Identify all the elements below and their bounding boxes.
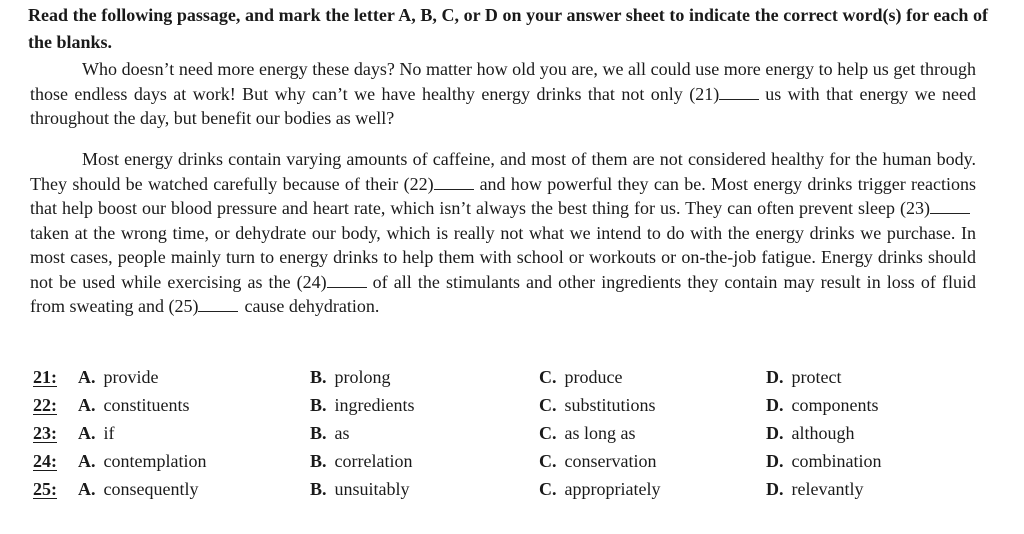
question-number: 23: [33, 423, 57, 443]
option-25-c[interactable]: C. appropriately [539, 479, 661, 499]
option-24-a[interactable]: A. contemplation [78, 451, 207, 471]
question-number: 24: [33, 451, 57, 471]
option-24-d[interactable]: D. combination [766, 451, 882, 471]
passage-text: of all the stimulants and other ingredients they contain may result in loss of fluid from sweating and (25) [30, 271, 977, 316]
question-number: 25: [33, 479, 57, 499]
option-23-b[interactable]: B. as [310, 423, 350, 443]
passage-paragraph-2 [30, 147, 976, 319]
option-22-c[interactable]: C. substitutions [539, 395, 656, 415]
passage-text: us with that energy we need throughout the day, but benefit our bodies as well? [30, 83, 976, 128]
question-number: 22: [33, 395, 57, 415]
option-24-c[interactable]: C. conservation [539, 451, 657, 471]
question-row-21 [0, 363, 1024, 391]
question-row-23 [0, 419, 1024, 447]
option-21-c[interactable]: C. produce [539, 367, 623, 387]
question-row-25 [0, 475, 1024, 503]
blank-21 [719, 85, 759, 100]
option-22-d[interactable]: D. components [766, 395, 879, 415]
passage-text: cause dehydration. [244, 296, 380, 316]
passage-text: Most energy drinks contain varying amounts of caffeine, and most of them are not considered healthy for the human body. They should be watched carefully because of their (22) [30, 149, 976, 194]
passage-text: and how powerful they can be. Most energy drinks trigger reactions that help boost our blood pressure and heart rate, which isn’t always the best thing for us. They can often prevent sleep (23) [30, 173, 976, 218]
passage-text: Who doesn’t need more energy these days? No matter how old you are, we all could use more energy to help us get through those endless days at work! But why can’t we have healthy energy drinks that not only (21) [30, 59, 976, 104]
blank-25 [198, 297, 238, 312]
option-25-b[interactable]: B. unsuitably [310, 479, 410, 499]
blank-23 [930, 199, 970, 214]
option-23-d[interactable]: D. although [766, 423, 855, 443]
question-number: 21: [33, 367, 57, 387]
option-21-b[interactable]: B. prolong [310, 367, 391, 387]
passage-text: taken at the wrong time, or dehydrate our body, which is really not what we intend to do with the energy drinks we purchase. In most cases, people mainly turn to energy drinks to help them with school or workouts or on-the-job fatigue. Energy drinks should not be used while exercising as the (24) [30, 222, 976, 292]
passage-paragraph-1 [30, 57, 976, 131]
question-row-22 [0, 391, 1024, 419]
option-24-b[interactable]: B. correlation [310, 451, 413, 471]
question-row-24 [0, 447, 1024, 475]
option-25-d[interactable]: D. relevantly [766, 479, 864, 499]
option-21-d[interactable]: D. protect [766, 367, 842, 387]
option-22-a[interactable]: A. constituents [78, 395, 190, 415]
option-21-a[interactable]: A. provide [78, 367, 159, 387]
instruction-heading: Read the following passage, and mark the letter A, B, C, or D on your answer sheet to indicate the correct word(s) for each of the blanks. [28, 5, 988, 52]
option-23-c[interactable]: C. as long as [539, 423, 636, 443]
option-23-a[interactable]: A. if [78, 423, 115, 443]
blank-22 [434, 175, 474, 190]
option-22-b[interactable]: B. ingredients [310, 395, 415, 415]
option-25-a[interactable]: A. consequently [78, 479, 199, 499]
blank-24 [327, 273, 367, 288]
